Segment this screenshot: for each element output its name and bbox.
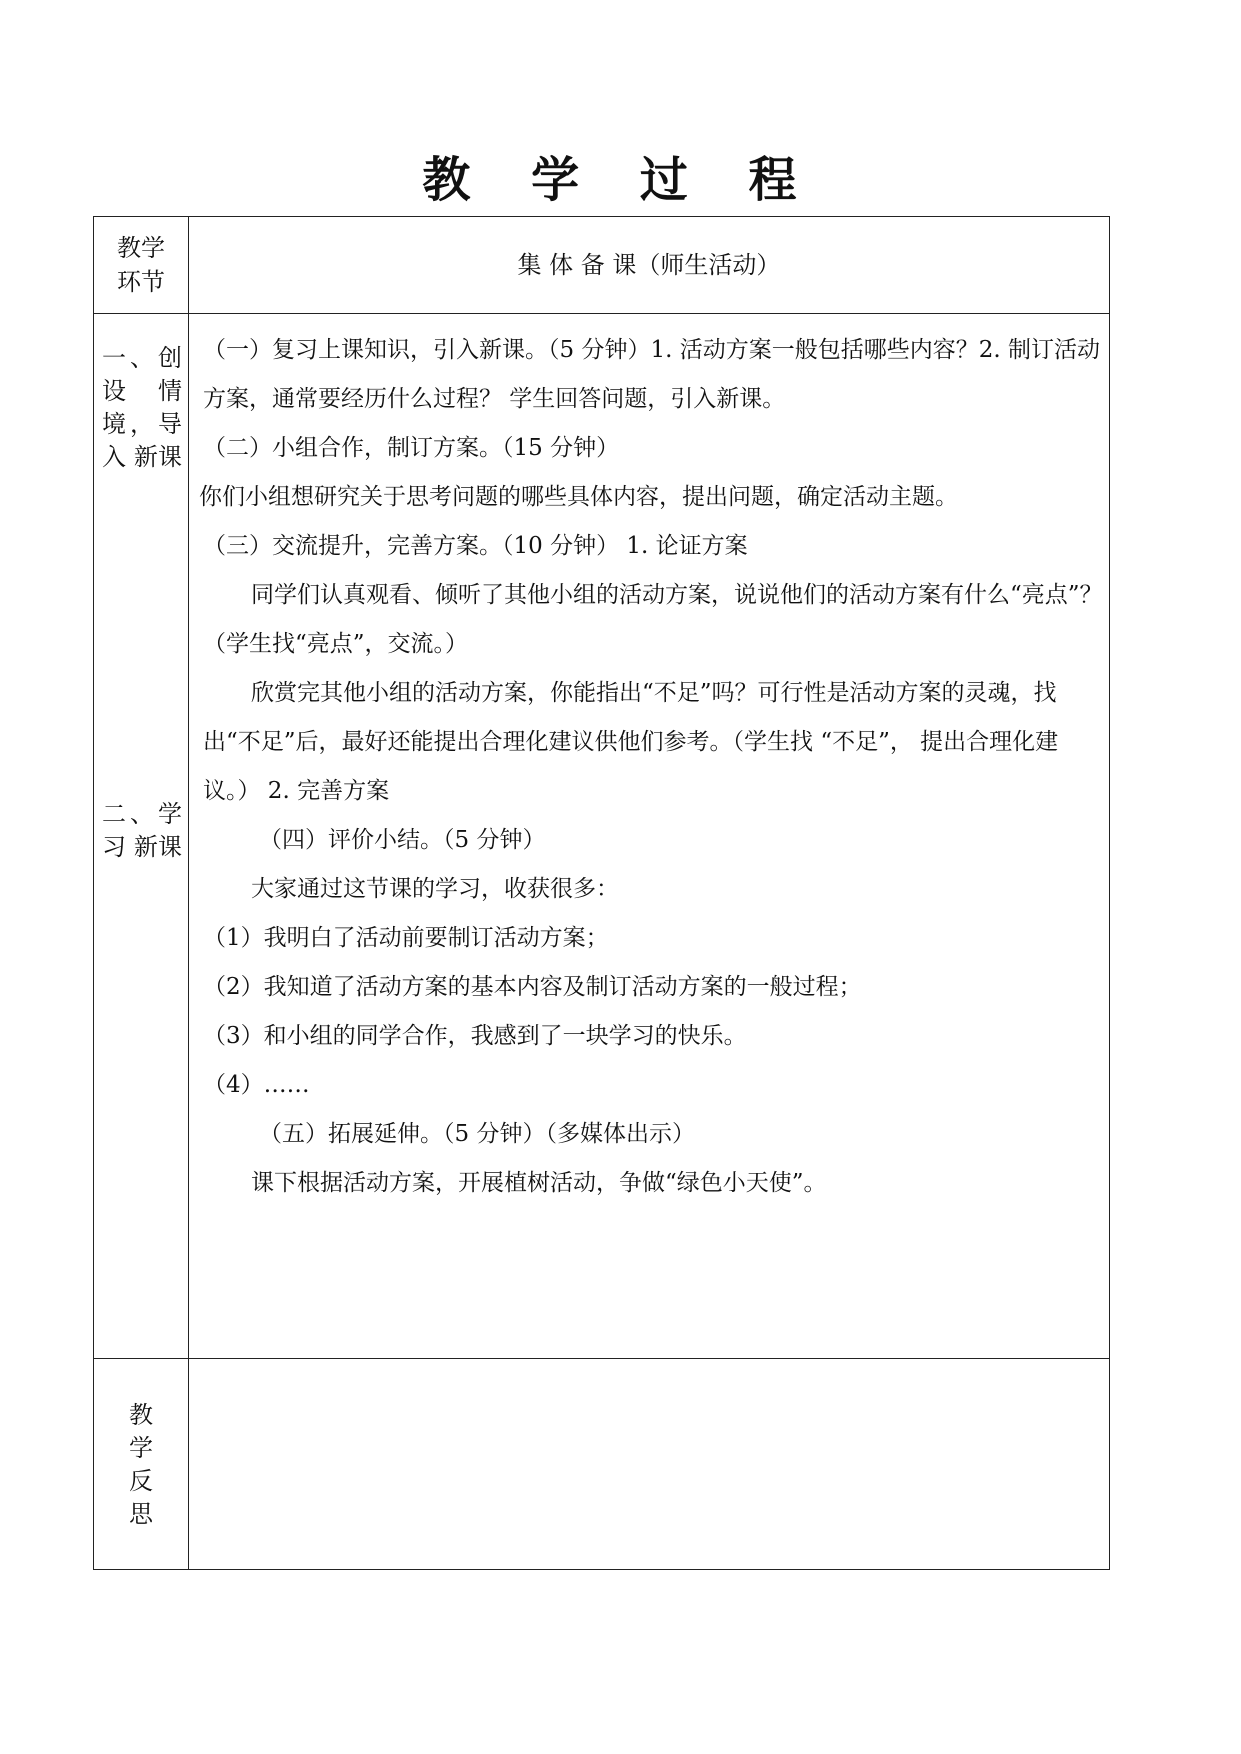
- content-paragraph: （三）交流提升，完善方案。（10 分钟） 1. 论证方案: [203, 533, 748, 559]
- content-paragraph: 你们小组想研究关于思考问题的哪些具体内容，提出问题，确定活动主题。: [199, 484, 958, 510]
- content-paragraph: （2）我知道了活动方案的基本内容及制订活动方案的一般过程；: [203, 974, 862, 1000]
- content-paragraph: （4）……: [203, 1072, 310, 1098]
- content-paragraph: 同学们认真观看、倾听了其他小组的活动方案，说说他们的活动方案有什么“亮点”？（学生找“亮点”，交流。）: [203, 582, 1103, 657]
- reflection-label: 教学反思: [129, 1401, 153, 1528]
- content-paragraph: （3）和小组的同学合作，我感到了一块学习的快乐。: [203, 1023, 747, 1049]
- lesson-process-table: [93, 216, 1110, 1570]
- stage-column-header: [94, 217, 189, 314]
- table-main-row: [94, 314, 1110, 1359]
- activity-content-cell: [189, 314, 1110, 1359]
- content-paragraph: 大家通过这节课的学习，收获很多：: [251, 876, 619, 902]
- activity-column-header: [189, 217, 1110, 314]
- stage-label-intro: 一、创设 情境，导入 新课: [102, 344, 182, 471]
- content-paragraph: （一）复习上课知识，引入新课。（5 分钟）1. 活动方案一般包括哪些内容？2. 制订活动方案，通常要经历什么过程？ 学生回答问题，引入新课。: [203, 337, 1100, 412]
- stage-label-new-lesson: 二、学习 新课: [102, 800, 182, 861]
- page-title: 教 学 过 程: [422, 152, 819, 208]
- content-paragraph: 欣赏完其他小组的活动方案，你能指出“不足”吗？可行性是活动方案的灵魂，找出“不足”后，最好还能提出合理化建议供他们参考。（学生找 “不足”， 提出合理化建议。） 2. 完善方案: [203, 680, 1059, 804]
- stage-cell: [94, 314, 189, 1359]
- stage-column-header-label: 教学环节: [117, 234, 165, 296]
- table-header-row: [94, 217, 1110, 314]
- table-reflection-row: [94, 1359, 1110, 1570]
- content-paragraph: （五）拓展延伸。（5 分钟）（多媒体出示）: [259, 1121, 695, 1147]
- content-paragraph: （四）评价小结。（5 分钟）: [259, 827, 546, 853]
- content-paragraph: 课下根据活动方案，开展植树活动，争做“绿色小天使”。: [251, 1170, 827, 1196]
- reflection-label-cell: [94, 1359, 189, 1570]
- reflection-content-cell[interactable]: [189, 1359, 1110, 1570]
- content-paragraph: （二）小组合作，制订方案。（15 分钟）: [203, 435, 620, 461]
- content-paragraph: （1）我明白了活动前要制订活动方案；: [203, 925, 609, 951]
- activity-column-header-title: 集 体 备 课（师生活动）: [517, 251, 781, 279]
